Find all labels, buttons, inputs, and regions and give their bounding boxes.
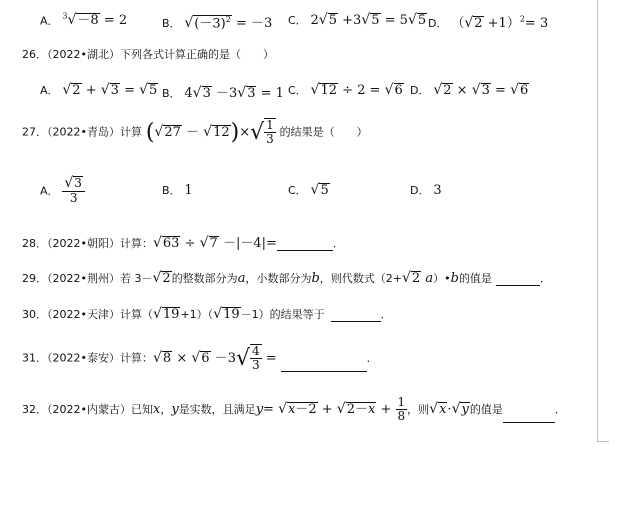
option-label: B． xyxy=(162,17,181,30)
question-text: 的值是 xyxy=(469,403,503,417)
question-number: 26． xyxy=(22,48,47,61)
q25-option-d[interactable] xyxy=(428,12,548,31)
option-label: C． xyxy=(288,184,307,197)
option-label: B． xyxy=(162,87,181,100)
option-label: D． xyxy=(428,17,448,30)
answer-blank[interactable] xyxy=(277,238,333,251)
question-text: 计算 xyxy=(119,125,142,139)
question-text: 计算： xyxy=(119,351,153,365)
q26-option-b[interactable] xyxy=(162,82,284,101)
question-number: 27． xyxy=(22,125,47,139)
question-source: （2022•内蒙古） xyxy=(47,403,131,417)
question-text: ． xyxy=(366,351,378,365)
question-source: （2022•青岛） xyxy=(47,125,120,139)
q28-stem xyxy=(22,232,344,251)
math-expression: (√27 － √12)×√ $\frac{1}{3}$ xyxy=(145,118,274,147)
math-expression: √8 × √6 －3√ $\frac{4}{3}$ = xyxy=(152,344,277,373)
question-text: －1）的结果等于 xyxy=(240,308,325,321)
question-source: （2022•泰安） xyxy=(47,351,120,365)
option-label: C． xyxy=(288,84,307,97)
option-value: 3 xyxy=(433,183,442,198)
math-expression: 2√5 +3√5 = 5√5 xyxy=(310,12,427,28)
math-expression: $√(-3)^2 = -3$ xyxy=(184,14,273,31)
page-frame-right xyxy=(597,0,598,442)
math-expression: 4√3 －3√3 = 1 xyxy=(184,85,284,101)
math-fraction: $\frac{√3}{3}$ xyxy=(62,176,85,206)
question-text: ． xyxy=(380,308,392,321)
question-text: 已知 xyxy=(130,403,153,417)
option-label: D． xyxy=(410,84,430,97)
option-label: A． xyxy=(40,14,59,28)
question-number: 28． xyxy=(22,237,47,250)
variable: y xyxy=(171,402,179,418)
q32-stem xyxy=(22,396,566,423)
question-text: ，则代数式（2+ xyxy=(319,272,402,285)
q25-option-b[interactable] xyxy=(162,12,272,31)
math-expression: y= √x－2 + √2－x + $\frac{1}{8}$ xyxy=(255,395,406,424)
question-number: 29． xyxy=(22,272,47,285)
question-text: ． xyxy=(554,403,566,417)
page-frame-corner xyxy=(597,441,609,442)
answer-blank[interactable] xyxy=(331,309,381,322)
math-expression: √19 xyxy=(213,306,240,322)
option-label: A． xyxy=(40,184,59,198)
question-source: （2022•湖北） xyxy=(47,48,120,61)
question-text: 计算： xyxy=(119,237,153,250)
question-text: +1）（ xyxy=(180,308,214,321)
q27-option-a[interactable] xyxy=(40,176,85,206)
question-number: 32． xyxy=(22,403,47,417)
math-expression: √2 a xyxy=(402,270,434,286)
variable: b xyxy=(450,271,459,286)
option-label: D． xyxy=(410,184,430,197)
q26-option-a[interactable] xyxy=(40,82,158,98)
q27-stem xyxy=(22,118,368,146)
math-expression: $(√2 +1)^2= 3$ xyxy=(451,14,549,31)
question-text: 的值是 xyxy=(458,272,492,285)
question-text: 下列各式计算正确的是（ ） xyxy=(119,48,274,61)
q25-option-c[interactable] xyxy=(288,12,427,28)
math-expression: √x·√y xyxy=(429,401,469,418)
q26-option-c[interactable] xyxy=(288,82,404,98)
question-text: ，则 xyxy=(407,403,430,417)
question-text: ． xyxy=(332,237,344,250)
option-label: A． xyxy=(40,84,59,97)
variable: b xyxy=(311,271,320,286)
question-source: （2022•朝阳） xyxy=(47,237,120,250)
option-label: C． xyxy=(288,14,307,27)
comma: ， xyxy=(160,403,172,417)
q27-option-b[interactable] xyxy=(162,182,193,198)
variable: x xyxy=(152,402,161,418)
option-value: 1 xyxy=(184,183,193,198)
answer-blank[interactable] xyxy=(496,273,540,286)
question-source: （2022•荆州） xyxy=(47,272,120,285)
question-number: 31． xyxy=(22,351,47,365)
q30-stem xyxy=(22,306,392,322)
math-expression: √12 ÷ 2 = √6 xyxy=(310,82,403,98)
math-expression: √19 xyxy=(152,306,180,322)
option-label: B． xyxy=(162,184,181,197)
question-source: （2022•天津） xyxy=(47,308,120,321)
q26-option-d[interactable] xyxy=(410,82,529,98)
math-expression: √2 × √3 = √6 xyxy=(433,82,529,98)
question-text: ，小数部分为 xyxy=(245,272,312,285)
question-text: 若 3－ xyxy=(119,272,153,285)
q27-option-d[interactable] xyxy=(410,182,442,198)
math-expression: √2 xyxy=(152,270,171,286)
answer-blank[interactable] xyxy=(281,359,367,372)
question-text: ． xyxy=(539,272,551,285)
question-number: 30． xyxy=(22,308,47,321)
question-text: 的整数部分为 xyxy=(171,272,238,285)
math-expression: √2 + √3 = √5 xyxy=(62,82,158,98)
answer-blank[interactable] xyxy=(503,410,555,423)
q29-stem xyxy=(22,270,551,286)
q27-option-c[interactable] xyxy=(288,182,330,198)
math-expression: $^3$√－8 = 2 xyxy=(62,12,128,29)
math-expression: √63 ÷ √7 －|－4|= xyxy=(152,235,277,251)
expression-result: = 1 xyxy=(260,86,284,101)
question-text: 是实数，且满足 xyxy=(178,403,256,417)
q26-stem xyxy=(22,46,274,62)
q25-option-a[interactable] xyxy=(40,12,127,29)
question-text: ）• xyxy=(433,272,451,285)
math-expression: √5 xyxy=(310,182,329,198)
variable: a xyxy=(237,271,246,286)
question-text: 的结果是（ ） xyxy=(279,125,368,139)
q31-stem xyxy=(22,344,378,372)
question-text: 计算（ xyxy=(119,308,153,321)
